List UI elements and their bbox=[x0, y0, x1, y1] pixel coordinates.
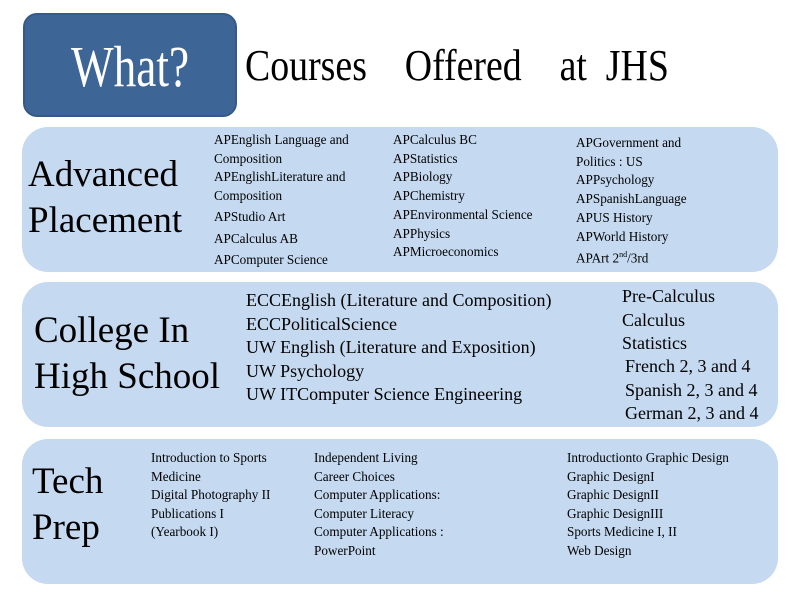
art-superscript: nd bbox=[619, 250, 628, 260]
course-item: APWorld History bbox=[576, 228, 669, 244]
course-item: APStudio Art bbox=[214, 208, 286, 224]
course-item: Computer Applications : PowerPoint bbox=[314, 524, 444, 558]
chs-heading-line: College In bbox=[34, 310, 190, 351]
course-item: Graphic DesignII bbox=[567, 487, 659, 502]
course-item: APEnglishLiterature and Composition bbox=[214, 169, 346, 204]
ap-heading-line: Advanced bbox=[28, 154, 178, 195]
course-item: APUS History bbox=[576, 209, 653, 225]
tech-prep-panel bbox=[22, 439, 778, 584]
course-item: French 2, 3 and 4 bbox=[625, 356, 751, 376]
tech-heading-line: Prep bbox=[32, 507, 100, 548]
course-item: Spanish 2, 3 and 4 bbox=[625, 379, 758, 400]
tech-column-3 bbox=[567, 449, 767, 560]
chs-column-2 bbox=[622, 285, 772, 356]
tech-heading-line: Tech bbox=[32, 461, 104, 502]
course-item: APGovernment and Politics : US bbox=[576, 135, 682, 169]
course-item: Web Design bbox=[567, 542, 632, 558]
course-item: APCalculus AB bbox=[214, 230, 298, 246]
course-item-art bbox=[576, 246, 716, 268]
course-item: Calculus bbox=[622, 309, 685, 330]
badge-text: What? bbox=[70, 34, 190, 99]
course-item: Independent Living bbox=[314, 450, 418, 465]
chs-column-1 bbox=[246, 289, 596, 407]
course-item: APSpanishLanguage bbox=[576, 191, 687, 207]
course-item: Introduction to Sports Medicine bbox=[151, 450, 267, 484]
course-item: APPsychology bbox=[576, 172, 655, 188]
what-badge bbox=[23, 13, 237, 117]
course-item: Pre-Calculus bbox=[622, 286, 715, 306]
chs-column-3 bbox=[625, 355, 775, 426]
ap-column-3 bbox=[576, 134, 716, 268]
course-item: Sports Medicine I, II bbox=[567, 524, 677, 539]
course-item: UW English (Literature and Exposition) bbox=[246, 337, 536, 357]
course-item: (Yearbook I) bbox=[151, 524, 219, 539]
art-suffix: /3rd bbox=[627, 250, 649, 266]
course-item: German 2, 3 and 4 bbox=[625, 403, 759, 423]
course-item: APEnvironmental Science bbox=[393, 206, 533, 222]
course-item: Introductionto Graphic Design bbox=[567, 450, 729, 465]
page-title: Courses Offered at JHS bbox=[245, 41, 669, 90]
course-item: APChemistry bbox=[393, 188, 465, 204]
tech-column-2 bbox=[314, 449, 474, 560]
course-item: Graphic DesignIII bbox=[567, 505, 664, 521]
course-item: ECCPoliticalScience bbox=[246, 313, 397, 334]
course-item: Computer Literacy bbox=[314, 505, 414, 521]
course-item: Publications I bbox=[151, 505, 224, 521]
college-in-high-school-panel bbox=[22, 282, 778, 427]
art-text: APArt 2 bbox=[576, 250, 620, 266]
ap-column-1 bbox=[214, 131, 374, 270]
course-item: Statistics bbox=[622, 333, 688, 353]
course-item: Graphic DesignI bbox=[567, 468, 655, 484]
course-item: APBiology bbox=[393, 169, 453, 185]
tech-heading bbox=[32, 459, 103, 551]
ap-column-2 bbox=[393, 131, 563, 262]
ap-heading bbox=[28, 152, 182, 244]
course-item: Career Choices bbox=[314, 468, 395, 484]
course-item: APMicroeconomics bbox=[393, 244, 499, 260]
course-item: APEnglish Language and Composition bbox=[214, 132, 349, 166]
course-item: APStatistics bbox=[393, 150, 458, 166]
course-item: Digital Photography II bbox=[151, 487, 271, 502]
course-item: Computer Applications: bbox=[314, 487, 441, 502]
chs-heading bbox=[34, 308, 220, 400]
course-item: APPhysics bbox=[393, 225, 451, 241]
course-item: UW Psychology bbox=[246, 360, 365, 381]
advanced-placement-panel bbox=[22, 127, 778, 272]
ap-heading-line: Placement bbox=[28, 200, 183, 241]
chs-heading-line: High School bbox=[34, 356, 221, 397]
course-item: UW ITComputer Science Engineering bbox=[246, 384, 523, 404]
course-item: ECCEnglish (Literature and Composition) bbox=[246, 290, 552, 310]
course-item: APComputer Science bbox=[214, 252, 328, 268]
tech-column-1 bbox=[151, 449, 301, 542]
course-item: APCalculus BC bbox=[393, 132, 477, 147]
